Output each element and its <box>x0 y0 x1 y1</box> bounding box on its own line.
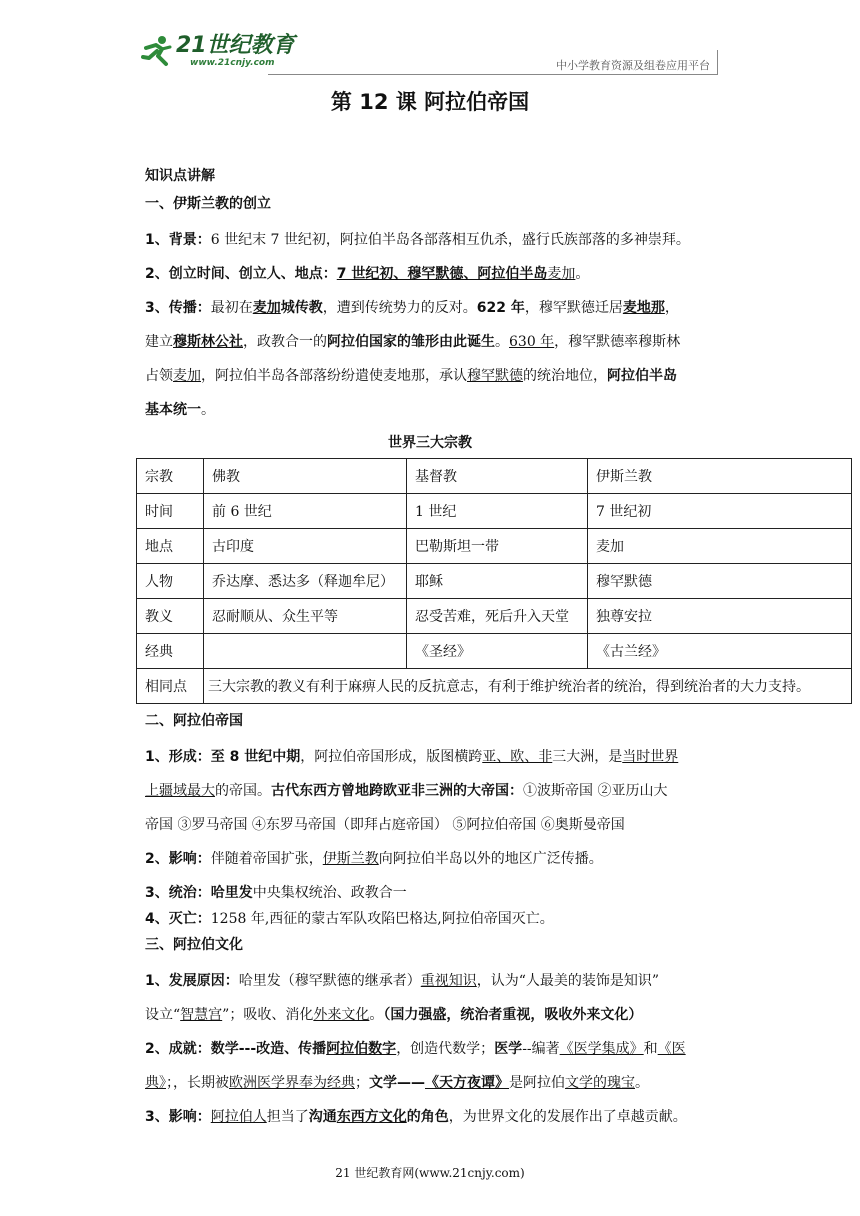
text: 医学 <box>494 1041 523 1057</box>
table-cell: 巴勒斯坦一带 <box>407 529 588 564</box>
text: 伴随着帝国扩张， <box>210 851 323 867</box>
platform-label: 中小学教育资源及组卷应用平台 <box>556 59 710 72</box>
text: 《医 <box>657 1041 686 1057</box>
text: 麦地那 <box>622 300 665 316</box>
punct: 。 <box>575 266 590 282</box>
text: 阿拉伯国家的雏形由此诞生 <box>327 334 495 350</box>
table-cell: 宗教 <box>137 459 204 494</box>
table-cell: 忍耐顺从、众生平等 <box>204 599 407 634</box>
table-cell: 经典 <box>137 634 204 669</box>
table-cell: 前 6 世纪 <box>204 494 407 529</box>
label: 2、影响： <box>145 851 211 867</box>
table-cell: 穆罕默德 <box>588 564 852 599</box>
page-footer: 21 世纪教育网(www.21cnjy.com) <box>335 1166 525 1180</box>
table-row <box>137 494 852 529</box>
text: 麦加 <box>252 300 281 316</box>
text: ，穆罕默德率穆斯林 <box>554 334 681 350</box>
table-cell: 1 世纪 <box>407 494 588 529</box>
table-row <box>137 564 852 599</box>
text: 典》 <box>145 1075 166 1091</box>
text: 占领 <box>145 368 173 384</box>
table-cell <box>204 634 407 669</box>
label: 4、灭亡： <box>145 911 211 927</box>
text: ，为世界文化的发展作出了卓越贡献。 <box>448 1109 687 1125</box>
logo <box>140 34 295 74</box>
s3-p2-line1 <box>145 1039 720 1059</box>
text: 数学---改造、传播 <box>210 1041 327 1057</box>
text: ，创造代数学； <box>396 1041 495 1057</box>
label: 1、背景： <box>145 232 211 248</box>
s2-p1-line3 <box>145 815 720 835</box>
text: 伊斯兰教 <box>322 851 379 867</box>
s3-heading: 三、阿拉伯文化 <box>145 937 243 953</box>
text: 和 <box>643 1041 658 1057</box>
s3-p3 <box>145 1107 720 1127</box>
logo-url: www.21cnjy.com <box>190 58 275 68</box>
table-row <box>137 529 852 564</box>
s1-p3-line2 <box>145 332 720 352</box>
text: 建立 <box>145 334 173 350</box>
text: 担当了 <box>266 1109 309 1125</box>
text: 文学的瑰宝 <box>565 1075 635 1091</box>
text: --编著 <box>522 1041 560 1057</box>
text: 穆罕默德 <box>467 368 523 384</box>
text: 的统治地位， <box>523 368 607 384</box>
text: （国力强盛，统治者重视，吸收外来文化） <box>383 1007 643 1023</box>
section-2 <box>145 711 720 935</box>
s2-p1-line1 <box>145 747 720 767</box>
table-caption: 世界三大宗教 <box>388 435 472 451</box>
table-cell: 教义 <box>137 599 204 634</box>
religions-table <box>136 458 852 704</box>
section-3 <box>145 935 720 1127</box>
text: 阿拉伯人 <box>210 1109 267 1125</box>
s1-p2 <box>145 264 720 284</box>
s2-p1-line2 <box>145 781 720 801</box>
table-cell: 时间 <box>137 494 204 529</box>
text: 。 <box>369 1007 384 1023</box>
table-cell: 《圣经》 <box>407 634 588 669</box>
table-cell: 乔达摩、悉达多（释迦牟尼） <box>204 564 407 599</box>
table-cell: 伊斯兰教 <box>588 459 852 494</box>
page-header <box>140 30 718 76</box>
table-cell: 《古兰经》 <box>588 634 852 669</box>
text: 哈里发 <box>210 885 253 901</box>
s2-p4 <box>145 909 720 929</box>
label: 2、成就： <box>145 1041 211 1057</box>
text: 外来文化 <box>313 1007 370 1023</box>
label: 3、影响： <box>145 1109 211 1125</box>
text: 重视知识 <box>420 973 477 989</box>
text: 上疆域最大 <box>145 783 215 799</box>
text: ，穆罕默德迁居 <box>524 300 623 316</box>
text: 622 年 <box>476 300 525 316</box>
text: ，阿拉伯帝国形成，版图横跨 <box>300 749 483 765</box>
text: 文学—— <box>369 1075 425 1091</box>
page-title: 第 12 课 阿拉伯帝国 <box>330 90 530 114</box>
table-cell: 佛教 <box>204 459 407 494</box>
text: 哈里发（穆罕默德的继承者） <box>238 973 421 989</box>
text: 基本统一 <box>145 402 201 418</box>
place: 麦加 <box>547 266 576 282</box>
text: 是阿拉伯 <box>509 1075 565 1091</box>
text: 阿拉伯数字 <box>326 1041 397 1057</box>
text: ，认为“人最美的装饰是知识” <box>476 973 660 989</box>
text: 帝国 ③罗马帝国 ④东罗马帝国（即拜占庭帝国） ⑤阿拉伯帝国 ⑥奥斯曼帝国 <box>145 817 625 833</box>
text: 的帝国。 <box>215 783 271 799</box>
s1-heading: 一、伊斯兰教的创立 <box>145 196 271 212</box>
text: 沟通 <box>308 1109 337 1125</box>
text: 《医学集成》 <box>559 1041 644 1057</box>
header-divider-tick <box>717 50 718 74</box>
intro-heading: 知识点讲解 <box>145 168 215 184</box>
text: 东西方文化 <box>336 1109 407 1125</box>
text: ”；吸收、消化 <box>222 1007 314 1023</box>
text: 设立“ <box>145 1007 181 1023</box>
text: 。 <box>201 402 215 418</box>
table-cell: 基督教 <box>407 459 588 494</box>
s1-p3-line4 <box>145 400 720 420</box>
text: 中央集权统治、政教合一 <box>252 885 407 901</box>
table-cell: 三大宗教的教义有利于麻痹人民的反抗意志，有利于维护统治者的统治，得到统治者的大力支持。 <box>204 669 852 704</box>
text: 欧洲医学界奉为经典 <box>229 1075 355 1091</box>
text: ①波斯帝国 ②亚历山大 <box>523 783 668 799</box>
table-cell: 耶稣 <box>407 564 588 599</box>
text: 《天方夜谭》 <box>425 1075 509 1091</box>
s1-p3-line3 <box>145 366 720 386</box>
label: 2、创立时间、创立人、地点： <box>145 266 337 282</box>
table-row <box>137 669 852 704</box>
label: 1、形成： <box>145 749 211 765</box>
s2-p3 <box>145 883 720 903</box>
text: 1258 年,西征的蒙古军队攻陷巴格达,阿拉伯帝国灭亡。 <box>210 911 554 927</box>
section-1 <box>145 166 720 420</box>
text: 向阿拉伯半岛以外的地区广泛传播。 <box>378 851 603 867</box>
table-cell: 相同点 <box>137 669 204 704</box>
text: 古代东西方曾地跨欧亚非三洲的大帝国： <box>271 783 523 799</box>
runner-logo-icon <box>140 34 174 68</box>
text: 630 年 <box>509 334 555 350</box>
label: 1、发展原因： <box>145 973 239 989</box>
s2-heading: 二、阿拉伯帝国 <box>145 713 243 729</box>
text: ，阿拉伯半岛各部落纷纷遣使麦地那，承认 <box>201 368 467 384</box>
text: 6 世纪末 7 世纪初，阿拉伯半岛各部落相互仇杀，盛行氏族部落的多神崇拜。 <box>210 232 690 248</box>
label: 3、统治： <box>145 885 211 901</box>
text: 麦加 <box>173 368 201 384</box>
s3-p1-line1 <box>145 971 720 991</box>
s3-p2-line2 <box>145 1073 720 1093</box>
text: ，政教合一的 <box>243 334 327 350</box>
table-cell: 地点 <box>137 529 204 564</box>
header-divider <box>268 74 718 75</box>
text: ，遭到传统势力的反对。 <box>322 300 477 316</box>
text: ；，长期被 <box>166 1075 229 1091</box>
s2-p2 <box>145 849 720 869</box>
text: 。 <box>635 1075 649 1091</box>
text: 当时世界 <box>622 749 679 765</box>
text: 至 8 世纪中期 <box>210 749 301 765</box>
text: 阿拉伯半岛 <box>607 368 677 384</box>
key-facts: 7 世纪初、穆罕默德、阿拉伯半岛 <box>336 266 548 282</box>
s3-p1-line2 <box>145 1005 720 1025</box>
text: ， <box>664 300 679 316</box>
table-cell: 忍受苦难，死后升入天堂 <box>407 599 588 634</box>
label: 3、传播： <box>145 300 211 316</box>
s1-p3-line1 <box>145 298 720 318</box>
text: 穆斯林公社 <box>173 334 243 350</box>
table-cell: 7 世纪初 <box>588 494 852 529</box>
text: 智慧宫 <box>180 1007 223 1023</box>
text: ； <box>355 1075 369 1091</box>
table-row <box>137 599 852 634</box>
text: 三大洲，是 <box>552 749 623 765</box>
text: 亚、欧、非 <box>482 749 553 765</box>
table-cell: 独尊安拉 <box>588 599 852 634</box>
table-row <box>137 459 852 494</box>
text: 城传教 <box>280 300 323 316</box>
table-row <box>137 634 852 669</box>
logo-text: 21世纪教育 <box>176 33 295 58</box>
table-cell: 人物 <box>137 564 204 599</box>
s1-p1 <box>145 230 720 250</box>
text: 最初在 <box>210 300 253 316</box>
text: 的角色 <box>406 1109 449 1125</box>
text: 。 <box>495 334 509 350</box>
table-cell: 古印度 <box>204 529 407 564</box>
table-cell: 麦加 <box>588 529 852 564</box>
